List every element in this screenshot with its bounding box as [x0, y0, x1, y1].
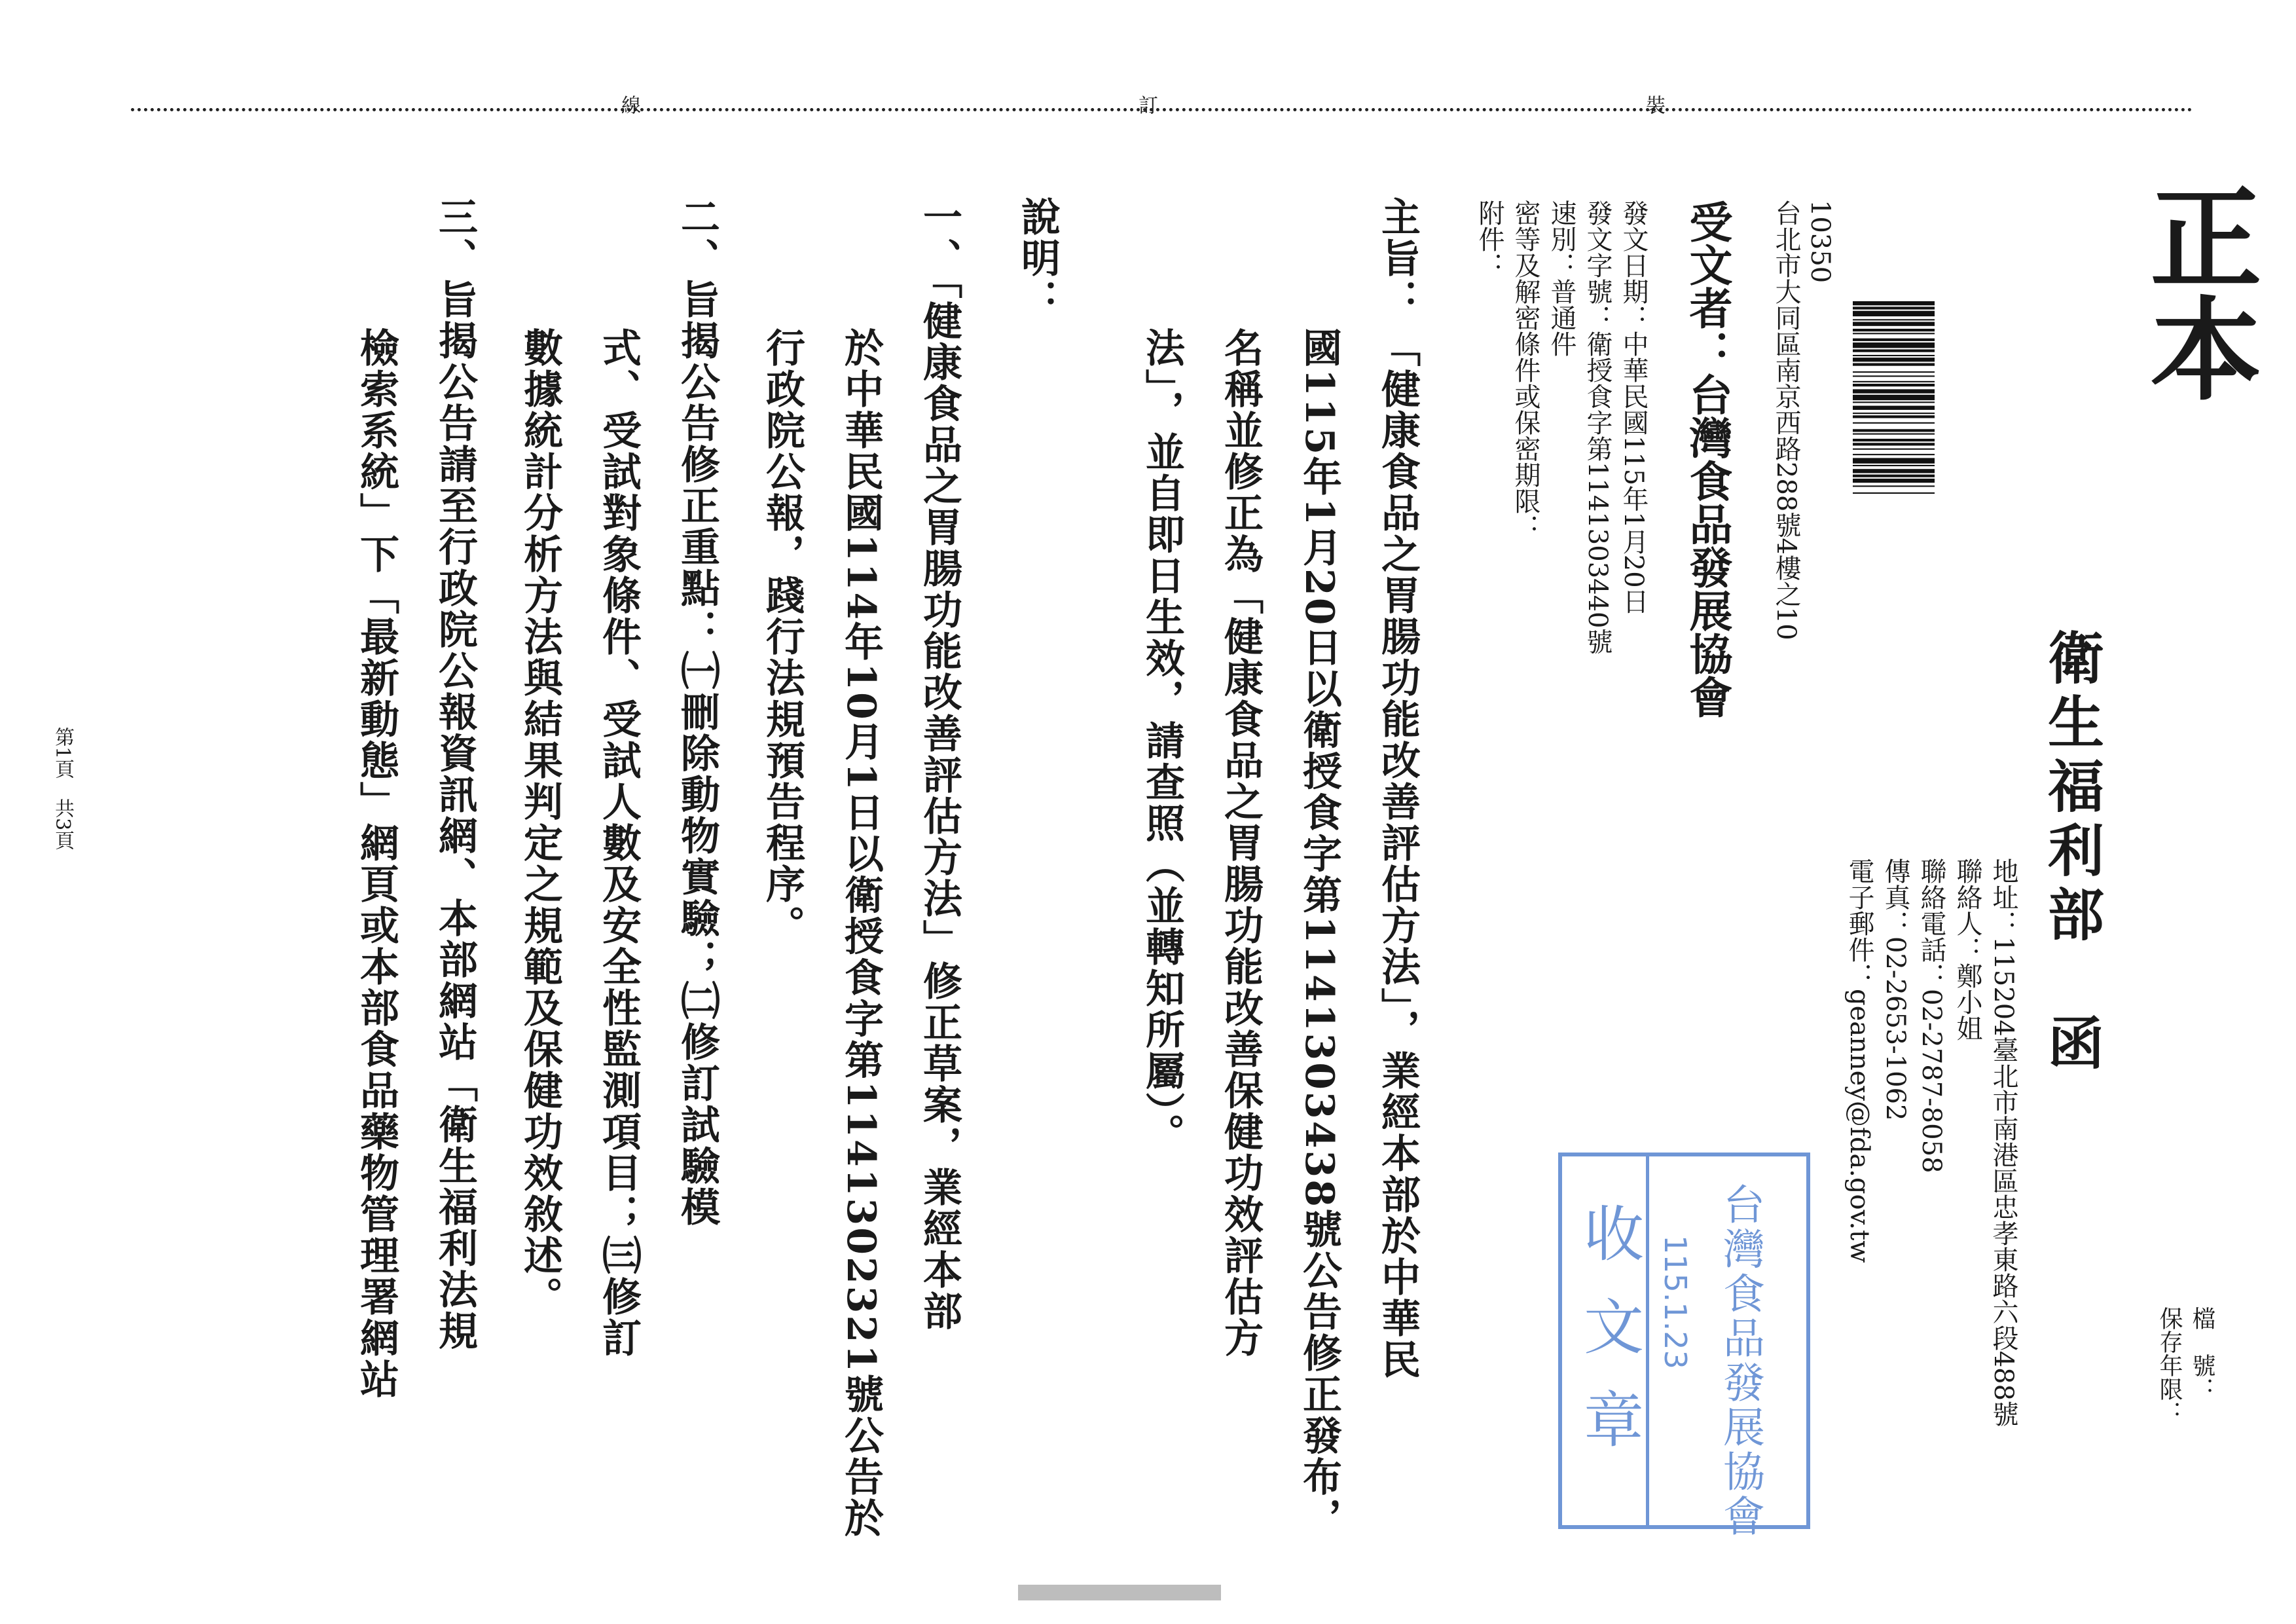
- subject-label: 主旨：: [1375, 196, 1421, 320]
- explanation-item-line: 檢索系統」下「最新動態」網頁或本部食品藥物管理署網站: [354, 327, 399, 1400]
- recipient: 受文者：台灣食品發展協會: [1682, 200, 1733, 718]
- classification: 密等及解密條件或保密期限：: [1510, 200, 1540, 540]
- stamp-organization: 台灣食品發展協會: [1716, 1183, 1764, 1539]
- explanation-item-line: 二、旨揭公告修正重點：㈠刪除動物實驗；㈡修訂試驗模: [674, 196, 720, 1228]
- postal-code: 10350: [1805, 200, 1835, 284]
- subject-line: 「健康食品之胃腸功能改善評估方法」，業經本部於中華民: [1375, 327, 1421, 1380]
- binding-mark: 訂: [1135, 95, 1157, 115]
- recipient-address: 台北市大同區南京西路288號4樓之10: [1771, 200, 1801, 640]
- contact-phone: 聯絡電話：02-2787-8058: [1916, 858, 1946, 1173]
- contact-email: 電子郵件：geanney@fda.gov.tw: [1844, 858, 1874, 1263]
- issuer-address: 地址：115204臺北市南港區忠孝東路六段488號: [1988, 858, 2018, 1428]
- stamp-date: 115.1.23: [1658, 1235, 1693, 1369]
- retention-period: 保存年限：: [2156, 1306, 2183, 1424]
- explanation-item-line: 於中華民國114年10月1日以衛授食字第1141302321號公告於: [838, 327, 884, 1539]
- issue-date: 發文日期：中華民國115年1月20日: [1618, 200, 1649, 614]
- stamp-divider: [1646, 1156, 1649, 1525]
- explanation-item-line: 三、旨揭公告請至行政院公報資訊網、本部網站「衛生福利法規: [432, 196, 478, 1352]
- document-number: 發文字號：衛授食字第1141303440號: [1582, 200, 1613, 655]
- contact-person: 聯絡人：鄭小姐: [1952, 858, 1982, 1041]
- archive-number: 檔 號：: [2189, 1306, 2215, 1401]
- barcode-icon: [1853, 301, 1935, 681]
- subject-line: 名稱並修正為「健康食品之胃腸功能改善保健功效評估方: [1218, 327, 1264, 1359]
- subject-line: 法」，並自即日生效，請查照（並轉知所屬）。: [1139, 327, 1185, 1154]
- subject-line: 國115年1月20日以衛授食字第1141303438號公告修正發布，: [1296, 327, 1342, 1539]
- original-copy-mark: 正本: [2131, 180, 2262, 403]
- scan-strip: [1018, 1585, 1221, 1600]
- explanation-item-line: 一、「健康食品之胃腸功能改善評估方法」修正草案，業經本部: [917, 196, 962, 1332]
- delivery-speed: 速別：普通件: [1546, 200, 1576, 357]
- binding-mark: 線: [617, 95, 640, 115]
- explanation-item-line: 行政院公報，踐行法規預告程序。: [759, 327, 805, 946]
- explanation-label: 說明：: [1015, 196, 1061, 320]
- binding-mark: 裝: [1642, 95, 1665, 115]
- attachment: 附件：: [1474, 200, 1504, 278]
- binding-line: [131, 108, 2193, 111]
- stamp-label: 收文章: [1574, 1202, 1644, 1481]
- received-stamp: [1558, 1153, 1810, 1539]
- issuer-title: 衛生福利部 函: [2038, 629, 2104, 1078]
- explanation-item-line: 式、受試對象條件、受試人數及安全性監測項目；㈢修訂: [596, 327, 642, 1359]
- explanation-item-line: 數據統計分析方法與結果判定之規範及保健功效敘述。: [517, 327, 563, 1318]
- contact-fax: 傳真：02-2653-1062: [1880, 858, 1910, 1121]
- page-number: 第1頁 共3頁: [51, 727, 74, 851]
